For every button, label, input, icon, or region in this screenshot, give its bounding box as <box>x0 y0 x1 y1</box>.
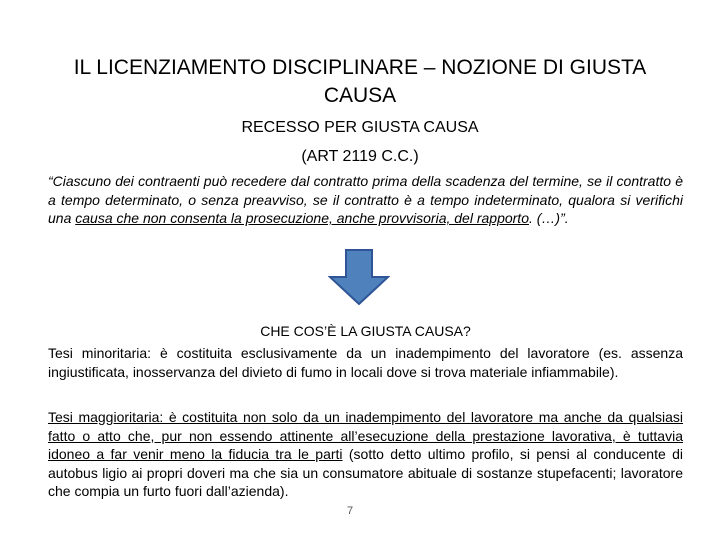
down-arrow-shape <box>330 250 388 304</box>
subtitle-line-2: (ART 2119 C.C.) <box>301 148 419 165</box>
down-arrow-icon <box>328 249 390 305</box>
subtitle-line-1: RECESSO PER GIUSTA CAUSA <box>241 119 479 136</box>
majority-thesis-underlined: Tesi maggioritaria: è costituita non solo da un inadempimento del lavoratore ma anche da qualsiasi fatto o atto che, pur non essendo attinente all’esecuzione della prestazione lavorativa, è tuttavia idoneo a far venir meno la fiducia tra le parti <box>48 409 683 462</box>
quote-text-end: . (…)”. <box>528 210 569 226</box>
quote-underlined-text: causa che non consenta la prosecuzione, anche provvisoria, del rapporto <box>75 210 529 226</box>
slide-title: IL LICENZIAMENTO DISCIPLINARE – NOZIONE DI GIUSTA CAUSA <box>73 56 647 107</box>
quote-text-start: “Ciascuno dei contraenti può recedere dal contratto prima della scadenza del termine, se il contratto è a tempo determinato, o senza preavviso, se il contratto è a tempo indeterminato, qualora si verifichi una <box>48 173 683 226</box>
page-number: 7 <box>346 505 354 517</box>
minority-thesis-paragraph: Tesi minoritaria: è costituita esclusivamente da un inadempimento del lavoratore (es. assenza ingiustificata, inosservanza del divieto di fumo in locali dove si trova materiale infiammabile). <box>48 345 683 380</box>
article-quote <box>48 172 683 228</box>
majority-thesis-paragraph <box>48 408 683 501</box>
majority-thesis-rest: (sotto detto ultimo profilo, si pensi al conducente di autobus ligio ai propri doveri ma che sia un consumatore abituale di sostanze stupefacenti; lavoratore che compia un furto fuori dall’azienda). <box>48 446 683 499</box>
question-heading: CHE COS’È LA GIUSTA CAUSA? <box>260 323 471 339</box>
